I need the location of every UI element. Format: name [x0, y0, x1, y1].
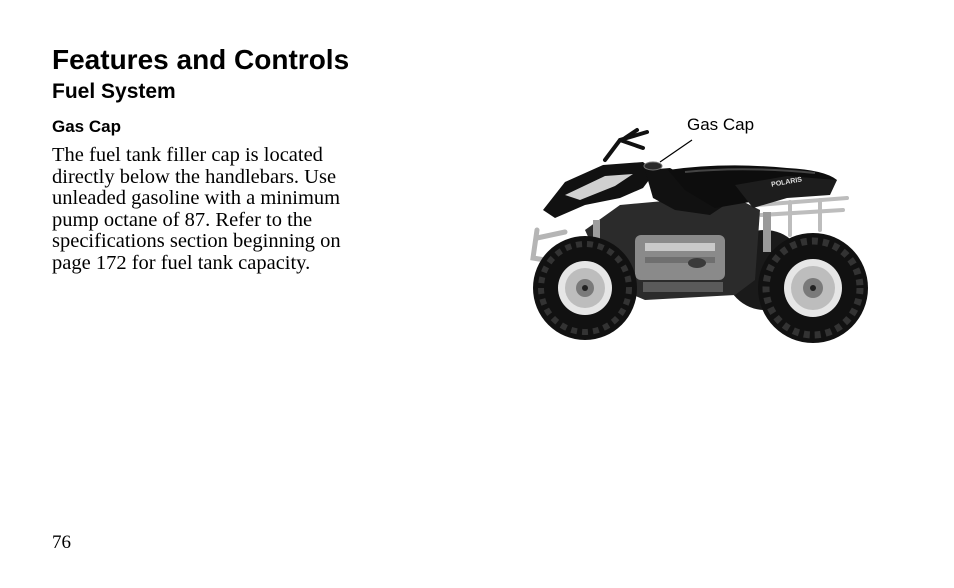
topic-title: Gas Cap [52, 117, 121, 136]
rear-wheel [758, 233, 868, 343]
handlebars [605, 130, 647, 160]
front-wheel [533, 236, 637, 340]
atv-photo [525, 110, 875, 350]
gas-cap [644, 162, 662, 170]
callout-leader-line [660, 140, 692, 162]
rear-shock [763, 212, 771, 252]
brand-decal: POLARIS [770, 176, 803, 189]
section-title: Features and Controls [52, 44, 350, 75]
gas-cap-callout-label: Gas Cap [687, 115, 755, 134]
subsection-title: Fuel System [52, 80, 176, 103]
engine [635, 235, 725, 292]
page-number: 76 [52, 532, 71, 553]
body-paragraph: The fuel tank filler cap is located directly below the handlebars. Use unleaded gasoline with a minimum pump octane of 87. Refer to the specifications section beginning on page 172 for fuel tank capacity. [52, 144, 341, 274]
